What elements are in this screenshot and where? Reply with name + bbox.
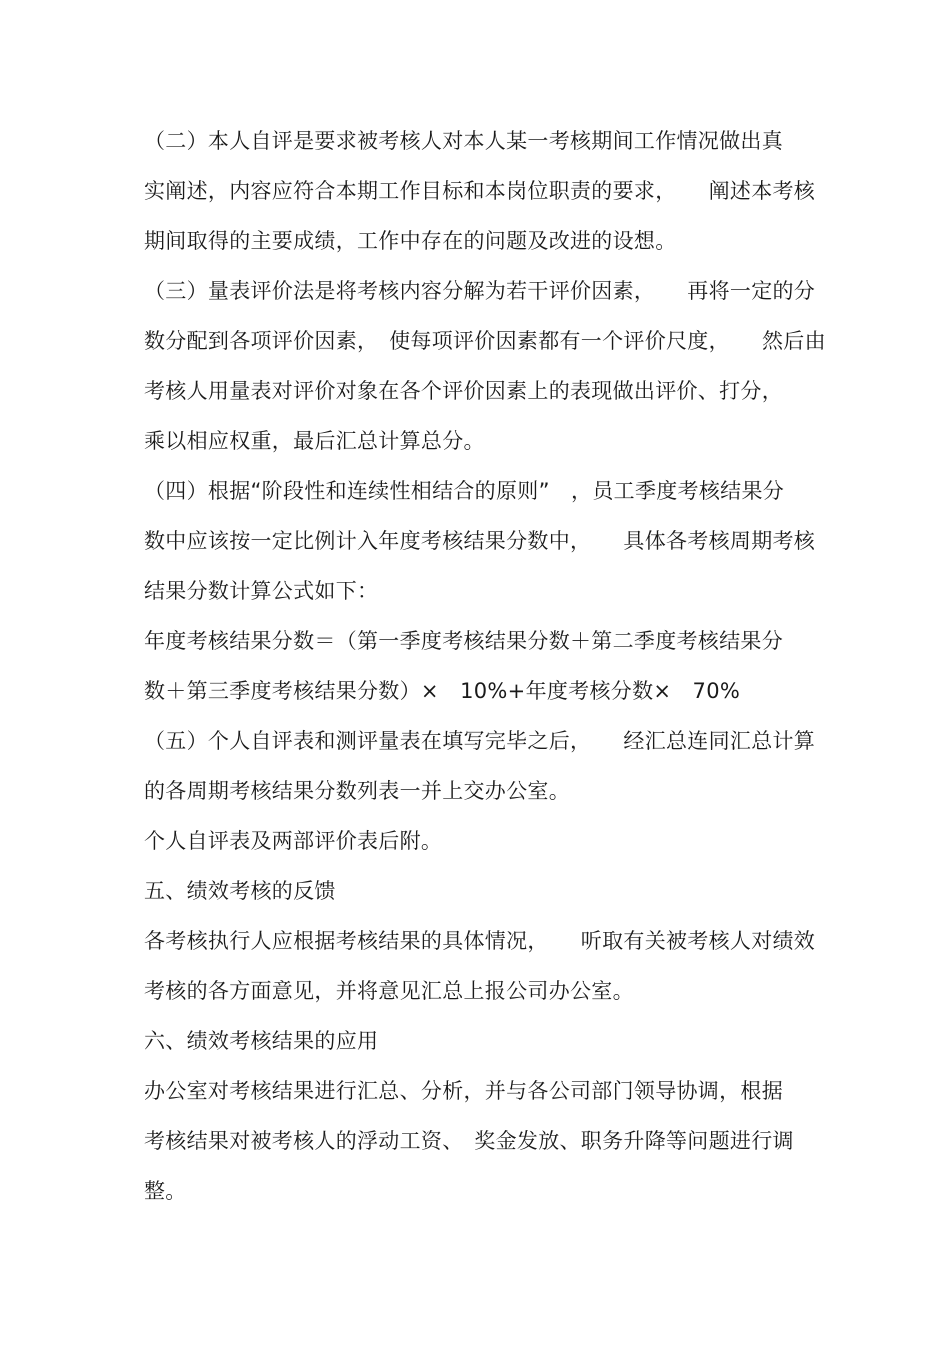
paragraph-line: 个人自评表及两部评价表后附。 <box>144 829 443 853</box>
paragraph-line: 考核结果对被考核人的浮动工资、 奖金发放、职务升降等问题进行调 <box>144 1129 794 1153</box>
section-heading: 六、绩效考核结果的应用 <box>144 1029 379 1053</box>
paragraph-line: 办公室对考核结果进行汇总、分析，并与各公司部门领导协调，根据 <box>144 1079 783 1103</box>
paragraph-line: 数分配到各项评价因素， 使每项评价因素都有一个评价尺度， 然后由 <box>144 329 826 353</box>
paragraph-line: 结果分数计算公式如下： <box>144 579 379 603</box>
paragraph-line: （五）个人自评表和测评量表在填写完毕之后， 经汇总连同汇总计算 <box>144 729 816 753</box>
paragraph-line: 整。 <box>144 1179 187 1203</box>
paragraph-line: 乘以相应权重，最后汇总计算总分。 <box>144 429 485 453</box>
paragraph-line: 各考核执行人应根据考核结果的具体情况， 听取有关被考核人对绩效 <box>144 929 816 953</box>
section-heading: 五、绩效考核的反馈 <box>144 879 336 903</box>
paragraph-line: 考核人用量表对评价对象在各个评价因素上的表现做出评价、打分， <box>144 379 783 403</box>
paragraph-line: 实阐述，内容应符合本期工作目标和本岗位职责的要求， 阐述本考核 <box>144 179 816 203</box>
paragraph-line: 期间取得的主要成绩，工作中存在的问题及改进的设想。 <box>144 229 677 253</box>
paragraph-line: （二）本人自评是要求被考核人对本人某一考核期间工作情况做出真 <box>144 129 783 153</box>
paragraph-line: （三）量表评价法是将考核内容分解为若干评价因素， 再将一定的分 <box>144 279 816 303</box>
paragraph-line: 数中应该按一定比例计入年度考核结果分数中， 具体各考核周期考核 <box>144 529 816 553</box>
formula-line: 数＋第三季度考核结果分数）× 10%+年度考核分数× 70% <box>144 679 741 703</box>
formula-line: 年度考核结果分数＝（第一季度考核结果分数＋第二季度考核结果分 <box>144 629 783 653</box>
paragraph-line: 的各周期考核结果分数列表一并上交办公室。 <box>144 779 570 803</box>
paragraph-line: 考核的各方面意见，并将意见汇总上报公司办公室。 <box>144 979 634 1003</box>
paragraph-line: （四）根据“阶段性和连续性相结合的原则” ，员工季度考核结果分 <box>144 479 785 503</box>
